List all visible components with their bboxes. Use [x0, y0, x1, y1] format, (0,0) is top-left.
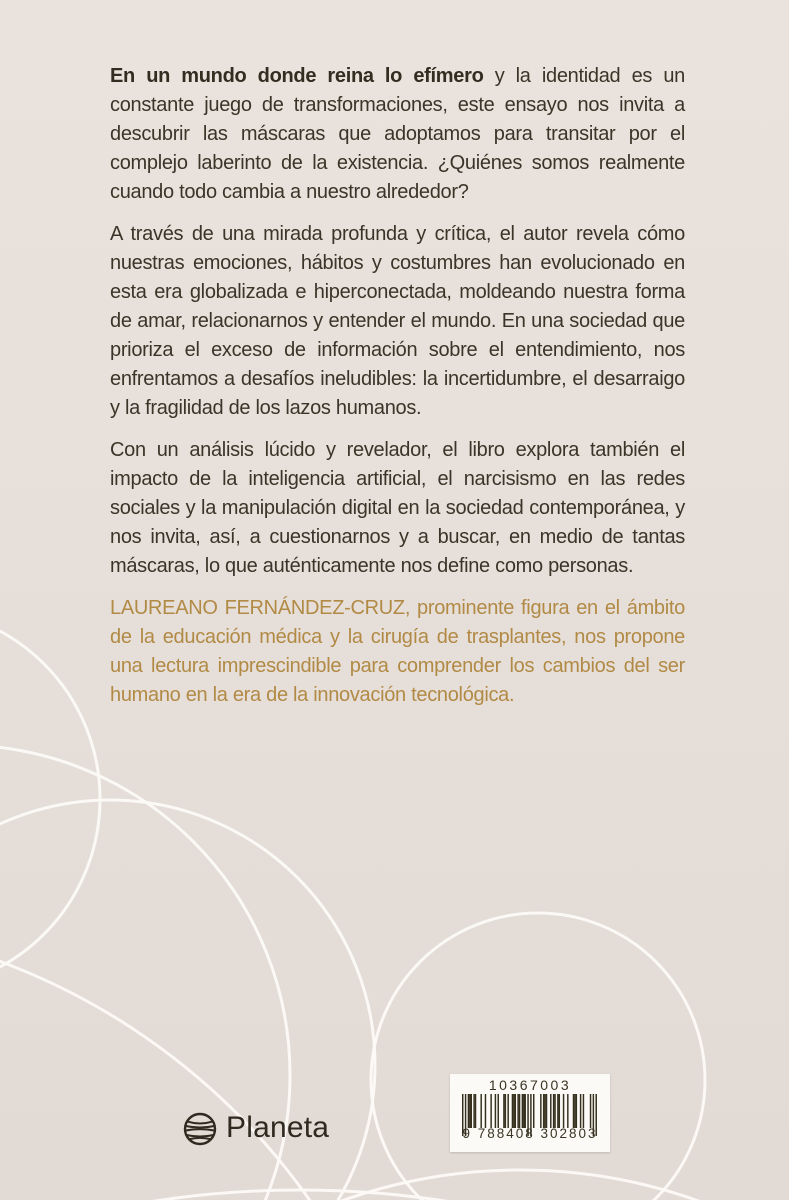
barcode-label	[450, 1074, 610, 1152]
publisher-name: Planeta	[226, 1111, 330, 1144]
planeta-logo	[183, 1112, 329, 1146]
barcode-product-code: 10367003	[488, 1077, 572, 1093]
barcode-isbn-number: 9 788408 302803	[462, 1126, 598, 1141]
planeta-globe-icon	[183, 1112, 217, 1146]
decor-circle	[0, 1190, 789, 1200]
blurb-lead-phrase: En un mundo donde reina lo efímero	[110, 65, 484, 87]
decor-circle	[0, 1170, 789, 1200]
blurb-paragraph-1	[110, 62, 685, 207]
decor-circle	[0, 920, 430, 1200]
blurb-paragraph-2-text: A través de una mirada profunda y crítica, el autor revela cómo nuestras emociones, hábitos y costumbres han evolucionado en esta era globalizada e hiperconectada, moldeando nuestra forma de amar, relacionarnos y entender el mundo. En una sociedad que prioriza el exceso de información sobre el entendimiento, nos enfrentamos a desafíos ineludibles: la incertidumbre, el desarraigo y la fragilidad de los lazos humanos.	[110, 223, 685, 419]
blurb-paragraph-3-text: Con un análisis lúcido y revelador, el libro explora también el impacto de la inteligencia artificial, el narcisismo en las redes sociales y la manipulación digital en la sociedad contemporánea, y nos invita, así, a cuestionarnos y a buscar, en medio de tantas máscaras, lo que auténticamente nos define como personas.	[110, 439, 685, 577]
author-name: LAUREANO FERNÁNDEZ-CRUZ,	[110, 597, 411, 619]
blurb	[110, 62, 685, 723]
blurb-paragraph-1-text: y la identidad es un constante juego de transformaciones, este ensayo nos invita a descubrir las máscaras que adoptamos para transitar por el complejo laberinto de la existencia. ¿Quiénes somos realmente cuando todo cambia a nuestro alrededor?	[110, 65, 685, 203]
author-note	[110, 594, 685, 710]
blurb-paragraph-3	[110, 436, 685, 581]
decor-circle	[0, 608, 100, 990]
decor-circle	[371, 913, 705, 1200]
author-note-text: prominente figura en el ámbito de la educación médica y la cirugía de trasplantes, nos propone una lectura imprescindible para comprender los cambios del ser humano en la era de la innovación tecnológica.	[110, 597, 685, 706]
blurb-paragraph-2	[110, 220, 685, 423]
